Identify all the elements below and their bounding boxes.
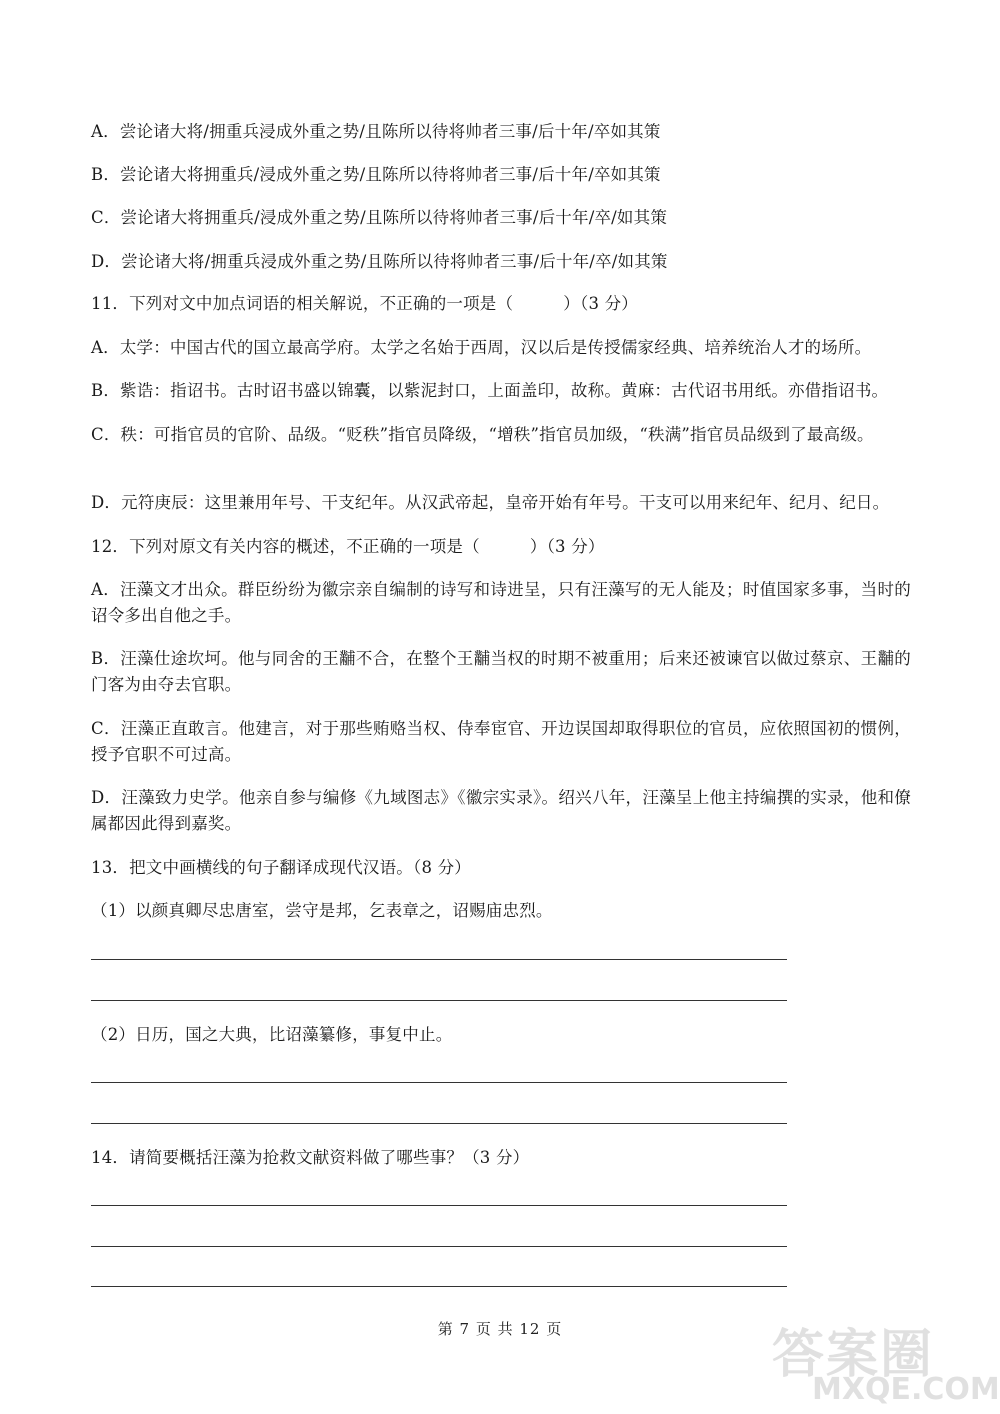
answer-line[interactable] bbox=[91, 1286, 787, 1287]
q11-option-b: B．紫诰：指诏书。古时诏书盛以锦囊，以紫泥封口，上面盖印，故称。黄麻：古代诏书用纸。亦借指诏书。 bbox=[91, 381, 889, 400]
q11-option-c: C．秩：可指官员的官阶、品级。“贬秩”指官员降级，“增秩”指官员加级，“秩满”指官员品级到了最高级。 bbox=[91, 425, 874, 444]
q11-option-d: D．元符庚辰：这里兼用年号、干支纪年。从汉武帝起，皇帝开始有年号。干支可以用来纪年、纪月、纪日。 bbox=[91, 493, 890, 512]
q12-option-a: A．汪藻文才出众。群臣纷纷为徽宗亲自编制的诗写和诗进呈，只有汪藻写的无人能及；时值国家多事，当时的诏令多出自他之手。 bbox=[91, 580, 911, 625]
q13-sub1: （1）以颜真卿尽忠唐室，尝守是邦，乞表章之，诏赐庙忠烈。 bbox=[91, 901, 553, 920]
q11-stem: 11．下列对文中加点词语的相关解说，不正确的一项是（ ）（3 分） bbox=[91, 294, 638, 313]
q12-option-d: D．汪藻致力史学。他亲自参与编修《九域图志》《徽宗实录》。绍兴八年，汪藻呈上他主持编撰的实录，他和僚属都因此得到嘉奖。 bbox=[91, 788, 911, 833]
answer-line[interactable] bbox=[91, 1123, 787, 1124]
q12-stem: 12．下列对原文有关内容的概述，不正确的一项是（ ）（3 分） bbox=[91, 537, 605, 556]
q10-option-c: C．尝论诸大将拥重兵/浸成外重之势/且陈所以待将帅者三事/后十年/卒/如其策 bbox=[91, 208, 668, 227]
q11-option-a: A．太学：中国古代的国立最高学府。太学之名始于西周，汉以后是传授儒家经典、培养统治人才的场所。 bbox=[91, 338, 872, 357]
watermark-url: MXQE.COM bbox=[812, 1372, 1000, 1407]
q12-option-b: B．汪藻仕途坎坷。他与同舍的王黼不合，在整个王黼当权的时期不被重用；后来还被谏官以做过蔡京、王黼的门客为由夺去官职。 bbox=[91, 649, 911, 694]
q13-stem: 13．把文中画横线的句子翻译成现代汉语。（8 分） bbox=[91, 858, 471, 877]
q12-option-c: C．汪藻正直敢言。他建言，对于那些贿赂当权、侍奉宦官、开边误国却取得职位的官员，应依照国初的惯例，授予官职不可过高。 bbox=[91, 719, 911, 764]
watermark-logo bbox=[752, 1312, 1000, 1412]
page-number: 第 7 页 共 12 页 bbox=[437, 1320, 563, 1338]
q14-stem: 14．请简要概括汪藻为抢救文献资料做了哪些事？（3 分） bbox=[91, 1148, 530, 1167]
answer-line[interactable] bbox=[91, 1205, 787, 1206]
q10-option-a: A．尝论诸大将/拥重兵浸成外重之势/且陈所以待将帅者三事/后十年/卒如其策 bbox=[91, 122, 661, 141]
q13-sub2: （2）日历，国之大典，比诏藻纂修，事复中止。 bbox=[91, 1025, 453, 1044]
watermark-logo-text: 答案圈 bbox=[772, 1325, 935, 1385]
answer-line[interactable] bbox=[91, 959, 787, 960]
q10-option-d: D．尝论诸大将/拥重兵浸成外重之势/且陈所以待将帅者三事/后十年/卒/如其策 bbox=[91, 252, 668, 271]
answer-line[interactable] bbox=[91, 1082, 787, 1083]
q10-option-b: B．尝论诸大将拥重兵/浸成外重之势/且陈所以待将帅者三事/后十年/卒如其策 bbox=[91, 165, 661, 184]
answer-line[interactable] bbox=[91, 1246, 787, 1247]
answer-line[interactable] bbox=[91, 1000, 787, 1001]
